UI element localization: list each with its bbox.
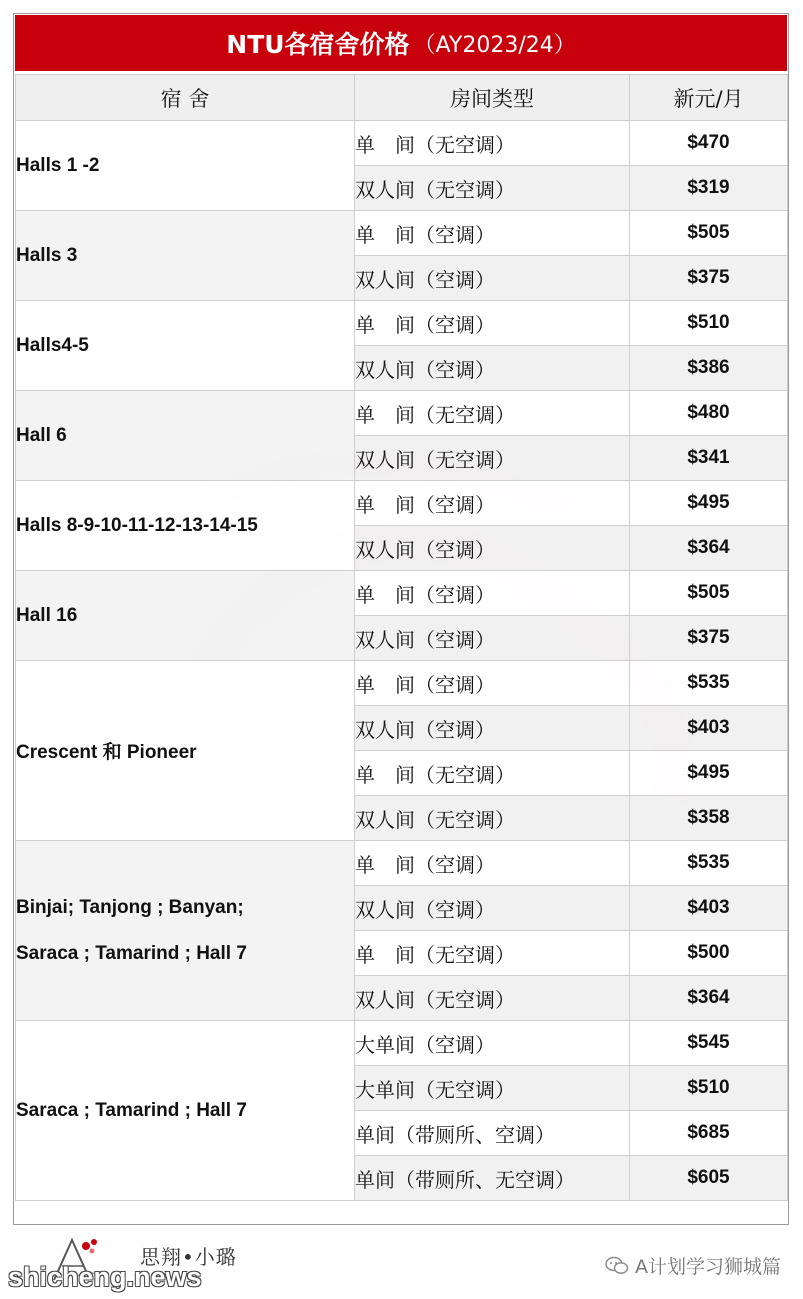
table-row [16, 391, 788, 436]
price: $535 [630, 661, 788, 706]
price: $535 [630, 841, 788, 886]
room-type: 双人间（无空调） [355, 796, 630, 841]
wechat-account [605, 1252, 781, 1279]
price: $403 [630, 706, 788, 751]
price: $605 [630, 1156, 788, 1201]
hall-name: Saraca ; Tamarind ; Hall 7 [16, 1021, 355, 1201]
brand-name: 思翔•小璐 [140, 1245, 237, 1269]
price: $375 [630, 616, 788, 661]
wechat-account-name: A计划学习狮城篇 [635, 1256, 781, 1278]
room-type: 单 间（无空调） [355, 121, 630, 166]
room-type: 双人间（空调） [355, 886, 630, 931]
room-type: 单 间（无空调） [355, 391, 630, 436]
hall-name: Halls 3 [16, 211, 355, 301]
room-type: 大单间（无空调） [355, 1066, 630, 1111]
title-sub: （AY2023/24） [413, 32, 576, 58]
room-type: 双人间（空调） [355, 616, 630, 661]
hall-name: Hall 16 [16, 571, 355, 661]
price: $495 [630, 751, 788, 796]
price: $375 [630, 256, 788, 301]
hall-name: Halls 1 -2 [16, 121, 355, 211]
room-type: 单 间（空调） [355, 301, 630, 346]
price: $364 [630, 526, 788, 571]
table-row [16, 301, 788, 346]
price: $685 [630, 1111, 788, 1156]
price: $500 [630, 931, 788, 976]
hall-name-line-1: Binjai; Tanjong ; Banyan; [16, 896, 244, 918]
price: $403 [630, 886, 788, 931]
header-price: 新元/月 [630, 75, 788, 121]
price: $341 [630, 436, 788, 481]
hall-name [16, 841, 355, 1021]
price: $364 [630, 976, 788, 1021]
price: $319 [630, 166, 788, 211]
page-title [15, 15, 787, 71]
wechat-icon [605, 1256, 629, 1276]
table-row [16, 211, 788, 256]
room-type: 双人间（无空调） [355, 976, 630, 1021]
table-row [16, 121, 788, 166]
hall-name-line-2: Saraca ; Tamarind ; Hall 7 [16, 942, 247, 964]
price: $505 [630, 571, 788, 616]
table-row [16, 661, 788, 706]
room-type: 单间（带厕所、无空调） [355, 1156, 630, 1201]
table-row [16, 571, 788, 616]
hall-name: Crescent 和 Pioneer [16, 661, 355, 841]
site-watermark[interactable]: shicheng.news [8, 1262, 202, 1292]
price: $386 [630, 346, 788, 391]
hall-name: Halls4-5 [16, 301, 355, 391]
room-type: 单 间（无空调） [355, 751, 630, 796]
price: $470 [630, 121, 788, 166]
room-type: 双人间（空调） [355, 256, 630, 301]
header-hall: 宿 舍 [16, 75, 355, 121]
room-type: 大单间（空调） [355, 1021, 630, 1066]
price: $495 [630, 481, 788, 526]
room-type: 单间（带厕所、空调） [355, 1111, 630, 1156]
room-type: 单 间（无空调） [355, 931, 630, 976]
price: $510 [630, 1066, 788, 1111]
room-type: 单 间（空调） [355, 661, 630, 706]
room-type: 双人间（空调） [355, 526, 630, 571]
room-type: 单 间（空调） [355, 211, 630, 256]
room-type: 双人间（无空调） [355, 166, 630, 211]
table-row [16, 1021, 788, 1066]
title-main: NTU各宿舍价格 [226, 30, 410, 59]
price-table [15, 74, 788, 1201]
room-type: 双人间（空调） [355, 346, 630, 391]
price: $505 [630, 211, 788, 256]
table-row [16, 841, 788, 886]
hall-name: Hall 6 [16, 391, 355, 481]
price: $545 [630, 1021, 788, 1066]
room-type: 单 间（空调） [355, 841, 630, 886]
price: $480 [630, 391, 788, 436]
hall-name: Halls 8-9-10-11-12-13-14-15 [16, 481, 355, 571]
header-room-type: 房间类型 [355, 75, 630, 121]
header-row [16, 75, 788, 121]
price: $510 [630, 301, 788, 346]
room-type: 单 间（空调） [355, 571, 630, 616]
table-row [16, 481, 788, 526]
room-type: 双人间（无空调） [355, 436, 630, 481]
price: $358 [630, 796, 788, 841]
room-type: 双人间（空调） [355, 706, 630, 751]
room-type: 单 间（空调） [355, 481, 630, 526]
